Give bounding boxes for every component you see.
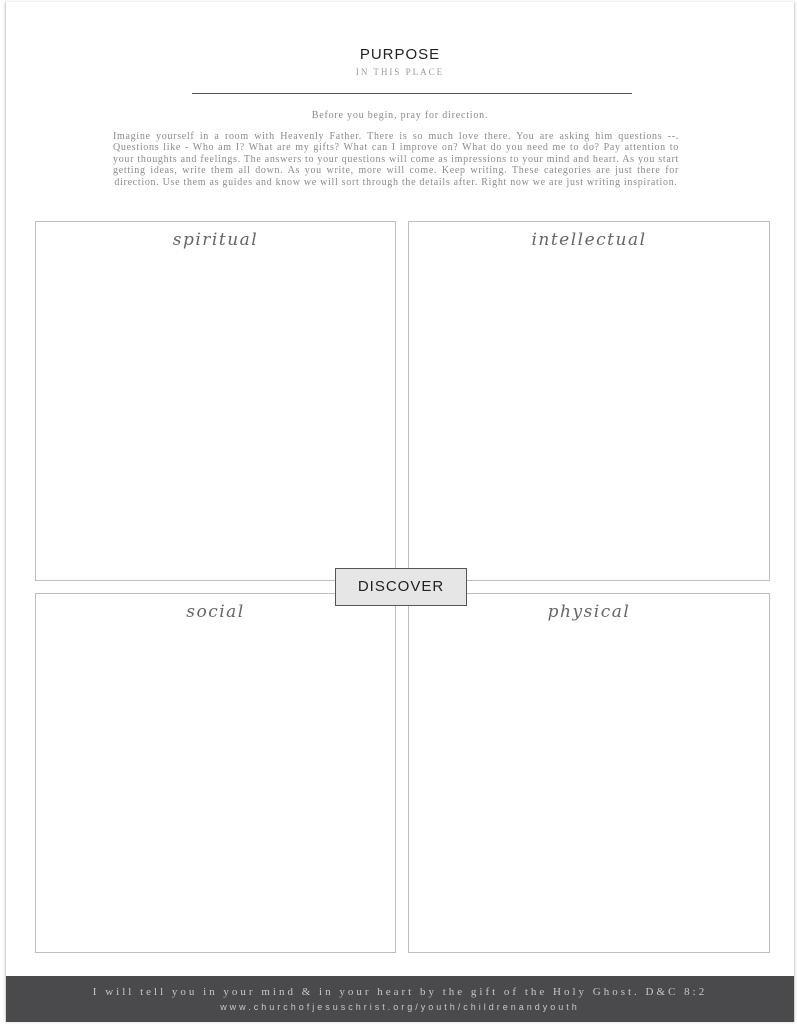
social-box[interactable] <box>35 593 396 953</box>
physical-label: physical <box>547 602 631 622</box>
intellectual-label: intellectual <box>531 230 647 250</box>
footer-quote: I will tell you in your mind & in your heart by the gift of the Holy Ghost. D&C 8:2 <box>92 986 708 998</box>
footer-url[interactable]: www.churchofjesuschrist.org/youth/childrenandyouth <box>220 1002 580 1012</box>
intellectual-box[interactable] <box>408 221 770 581</box>
footer-bar <box>6 976 794 1022</box>
page-subtitle: IN THIS PLACE <box>355 67 445 77</box>
title-divider <box>192 93 632 94</box>
discover-label: DISCOVER <box>335 568 467 606</box>
spiritual-label: spiritual <box>172 230 259 250</box>
physical-box[interactable] <box>408 593 770 953</box>
spiritual-box[interactable] <box>35 221 396 581</box>
worksheet-page <box>5 2 795 1022</box>
page-title: PURPOSE <box>359 46 441 63</box>
pray-instruction: Before you begin, pray for direction. <box>311 110 489 121</box>
social-label: social <box>186 602 245 622</box>
intro-paragraph: Imagine yourself in a room with Heavenly Father. There is so much love there. You are asking him questions --. Questions like - Who am I? What are my gifts? What can I improve on? What do you need me to do? Pay attention to your thoughts and feelings. The answers to your questions will come as impressions to your mind and heart. As you start getting ideas, write them all down. As you write, more will come. Keep writing. These categories are just there for direction. Use them as guides and know we will sort through the details after. Right now we are just writing inspiration. <box>113 131 679 188</box>
